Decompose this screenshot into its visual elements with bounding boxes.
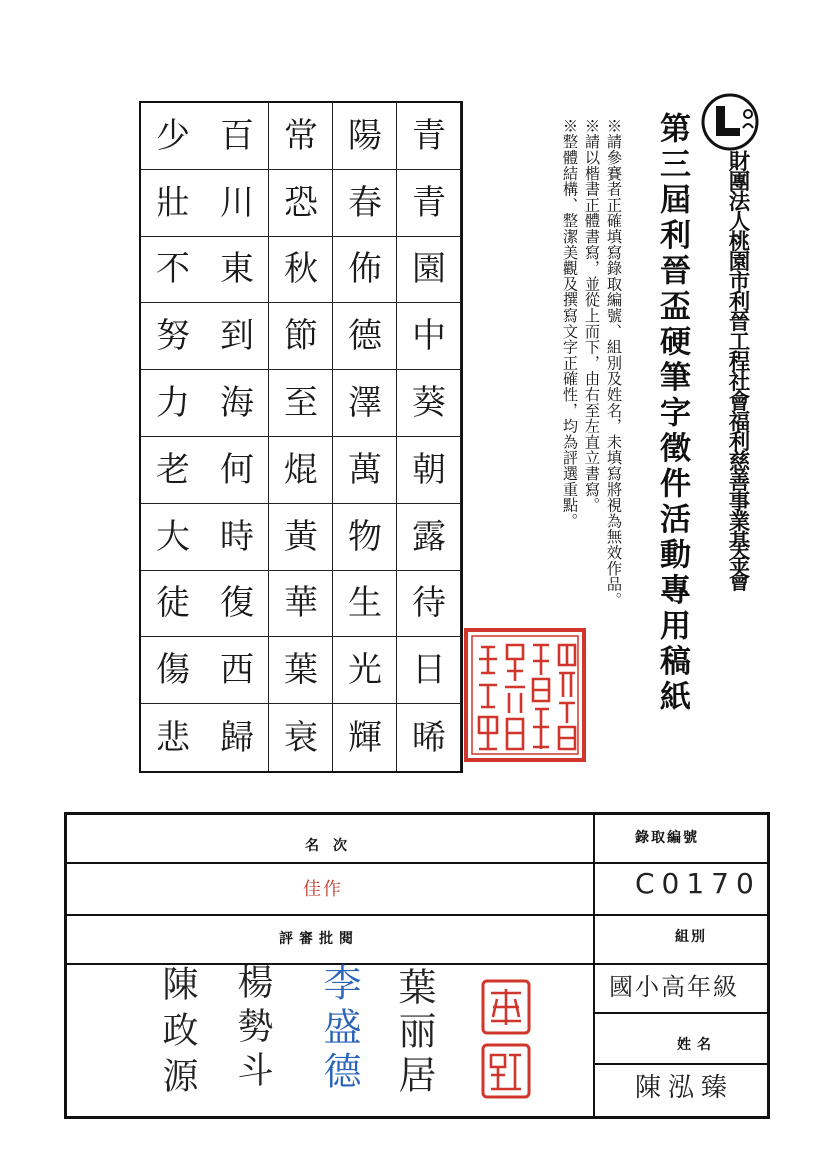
form-divider [595,1063,767,1065]
organization-name: 財團法人桃園市利晉工程社會福利慈善事業基金會 [725,150,750,590]
judge-signature-3: 李盛德 [317,963,361,1095]
grid-column [397,103,461,771]
grid-column [333,103,397,771]
grid-character-cell: 光 [333,637,397,704]
foundation-logo-icon [700,92,764,152]
grid-character-cell: 老 [141,437,205,504]
grid-character-cell: 萬 [333,437,397,504]
rank-value: 佳作 [303,879,343,900]
entry-info-form [64,812,770,1119]
group-label: 組別 [675,929,707,945]
contestant-name-value: 陳泓臻 [635,1073,735,1103]
grid-character-cell: 到 [205,303,269,370]
grid-character-cell: 日 [397,637,461,704]
grid-character-cell: 西 [205,637,269,704]
grid-character-cell: 至 [269,370,333,437]
grid-character-cell: 恐 [269,170,333,237]
grid-character-cell: 葉 [269,637,333,704]
grid-character-cell: 徒 [141,571,205,638]
grid-character-cell: 壯 [141,170,205,237]
grid-column [269,103,333,771]
grid-column [141,103,205,771]
grid-character-cell: 努 [141,303,205,370]
event-title: 第三屆利晉盃硬筆字徵件活動專用稿紙 [654,112,690,716]
grid-column [205,103,269,771]
grid-character-cell: 佈 [333,237,397,304]
grid-character-cell: 秋 [269,237,333,304]
grid-character-cell: 衰 [284,717,318,758]
grid-character-cell: 節 [269,303,333,370]
group-value: 國小高年級 [609,973,739,1001]
admission-number-value: C0170 [635,867,761,900]
form-divider [595,1012,767,1014]
grid-character-cell: 時 [205,504,269,571]
grid-character-cell: 川 [205,170,269,237]
grid-character-cell: 德 [333,303,397,370]
grid-character-cell: 葵 [397,370,461,437]
name-label: 姓名 [677,1037,717,1053]
grid-character-cell: 海 [205,370,269,437]
grid-character-cell: 朝 [397,437,461,504]
grid-character-cell: 何 [205,437,269,504]
grid-character-cell: 園 [397,237,461,304]
grid-character-cell: 東 [205,237,269,304]
grid-character-cell: 待 [397,571,461,638]
rank-label: 名次 [305,838,361,854]
grid-character-cell: 力 [141,370,205,437]
grid-character-cell: 少 [141,103,205,170]
instruction-note-3: ※整體結構、整潔美觀及撰寫文字正確性，均為評選重點。 [561,118,579,529]
grid-character-cell: 春 [333,170,397,237]
instruction-note-2: ※請以楷書正體書寫，並從上而下，由右至左直立書寫。 [583,118,601,513]
grid-character-cell: 華 [269,571,333,638]
form-divider [593,815,595,1116]
grid-character-cell: 輝 [348,717,382,758]
grid-character-cell: 中 [397,303,461,370]
grid-character-cell: 青 [397,170,461,237]
grid-character-cell: 傷 [141,637,205,704]
admission-number-label: 錄取編號 [635,830,699,846]
grid-character-cell: 陽 [333,103,397,170]
grid-character-cell: 黃 [269,504,333,571]
grid-character-cell: 物 [333,504,397,571]
grid-character-cell: 悲 [156,717,190,758]
grid-character-cell: 不 [141,237,205,304]
judge-signature-2: 楊勢斗 [232,963,273,1095]
grid-character-cell: 青 [397,103,461,170]
calligraphy-grid [139,101,463,773]
grid-character-cell: 常 [269,103,333,170]
grid-character-cell: 百 [205,103,269,170]
grid-character-cell: 澤 [333,370,397,437]
instruction-note-1: ※請參賽者正確填寫錄取編號、組別及姓名，未填寫將視為無效作品。 [605,118,623,608]
grid-character-cell: 露 [397,504,461,571]
grid-character-cell: 晞 [412,717,446,758]
grid-character-cell: 歸 [220,717,254,758]
review-label: 評審批閱 [279,931,359,947]
judge-signature-4: 葉丽居 [392,967,436,1099]
form-divider [67,914,767,916]
foundation-seal-stamp [463,627,587,763]
judge-signature-1: 陳政源 [157,965,198,1103]
grid-character-cell: 復 [205,571,269,638]
grid-character-cell: 焜 [269,437,333,504]
judge-seal-stamp [479,975,535,1103]
grid-character-cell: 大 [141,504,205,571]
grid-character-cell: 生 [333,571,397,638]
form-divider [67,862,767,864]
